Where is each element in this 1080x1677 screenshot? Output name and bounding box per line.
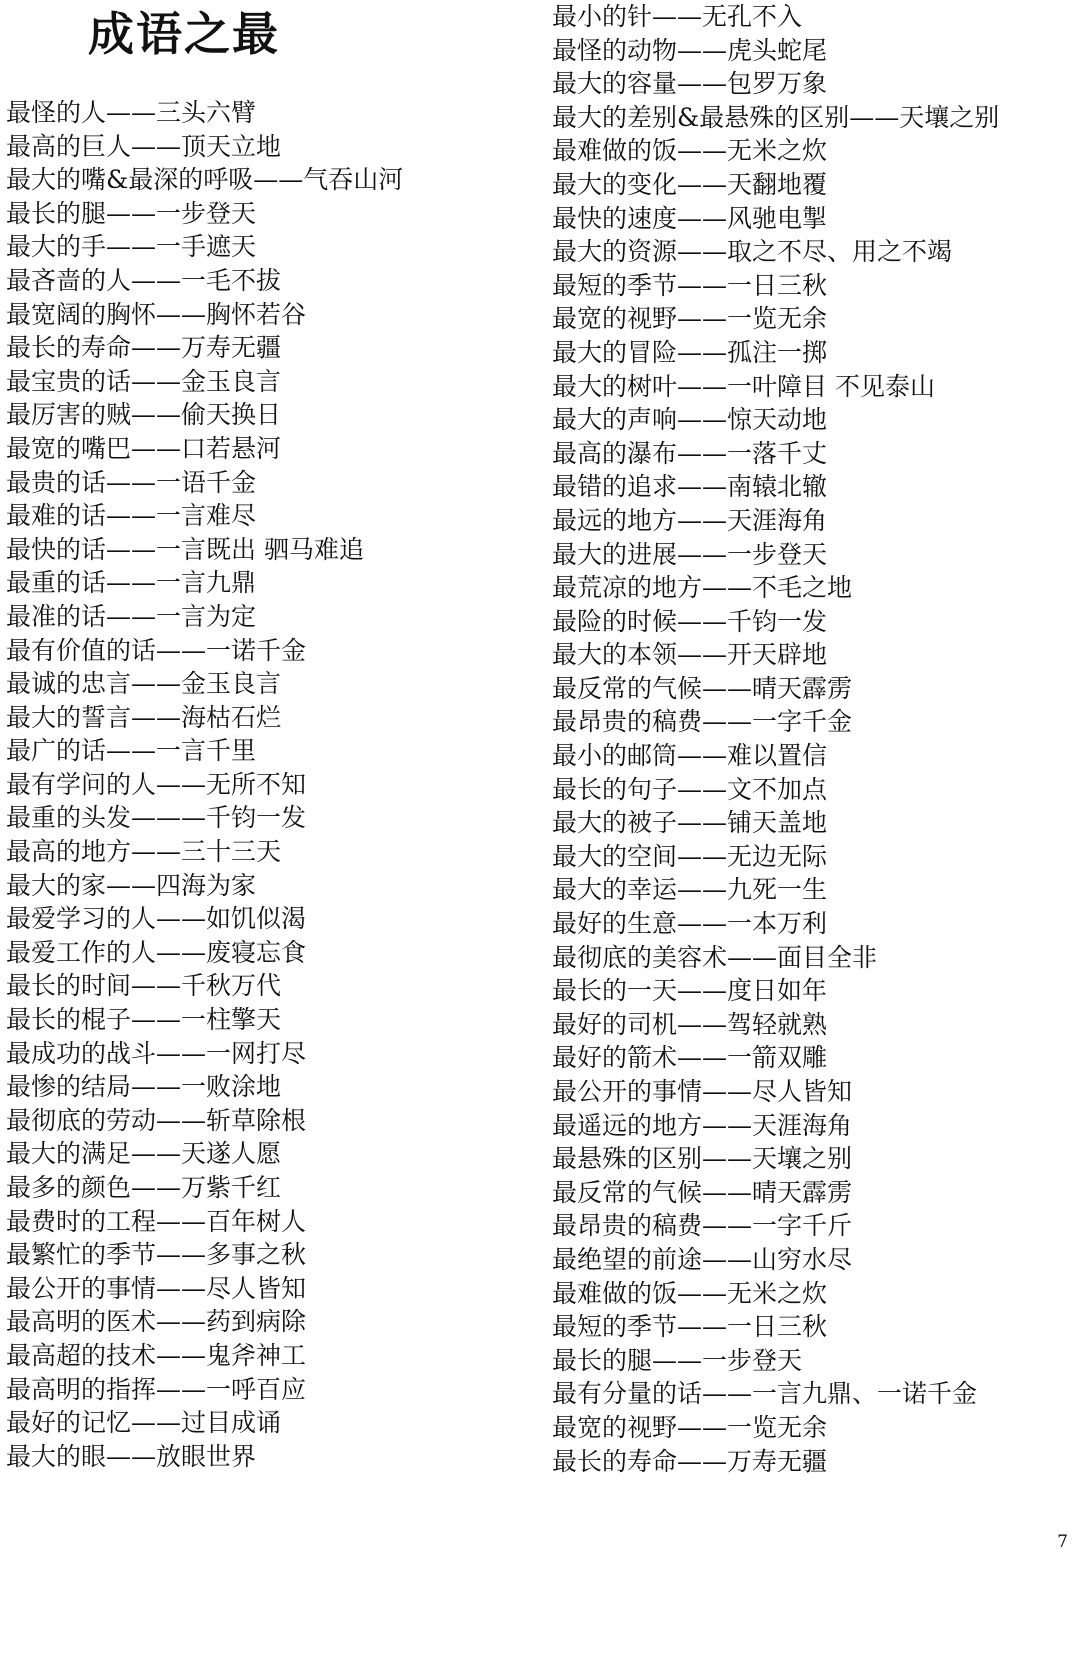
page-number: 7 — [1057, 1532, 1068, 1552]
idiom-entry: 最大的空间——无边无际 — [552, 841, 828, 871]
idiom-entry: 最广的话——一言千里 — [6, 736, 257, 766]
idiom-entry: 最长的寿命——万寿无疆 — [6, 333, 282, 363]
idiom-entry: 最大的幸运——九死一生 — [552, 875, 828, 905]
idiom-entry: 最彻底的劳动——斩草除根 — [6, 1105, 307, 1135]
idiom-entry: 最高明的医术——药到病除 — [6, 1307, 307, 1337]
idiom-entry: 最高的地方——三十三天 — [6, 837, 282, 867]
idiom-entry: 最大的满足——天遂人愿 — [6, 1139, 282, 1169]
idiom-entry: 最大的声响——惊天动地 — [552, 405, 828, 435]
idiom-entry: 最小的针——无孔不入 — [552, 2, 803, 31]
idiom-entry: 最重的话——一言九鼎 — [6, 568, 257, 598]
idiom-entry: 最大的眼——放眼世界 — [6, 1441, 257, 1471]
idiom-entry: 最荒凉的地方——不毛之地 — [552, 573, 853, 603]
idiom-entry: 最远的地方——天涯海角 — [552, 505, 828, 535]
idiom-entry: 最快的速度——风驰电掣 — [552, 203, 828, 233]
idiom-entry: 最爱学习的人——如饥似渴 — [6, 904, 307, 934]
idiom-list-left — [6, 96, 403, 1473]
idiom-entry: 最大的被子——铺天盖地 — [552, 808, 828, 838]
idiom-entry: 最多的颜色——万紫千红 — [6, 1173, 282, 1202]
idiom-entry: 最绝望的前途——山穷水尽 — [552, 1244, 853, 1274]
idiom-entry: 最宝贵的话——金玉良言 — [6, 366, 282, 396]
idiom-entry: 最难的话——一言难尽 — [6, 501, 257, 531]
idiom-entry: 最好的记忆——过目成诵 — [6, 1408, 282, 1438]
idiom-entry: 最大的誓言——海枯石烂 — [6, 702, 282, 732]
idiom-entry: 最公开的事情——尽人皆知 — [6, 1273, 307, 1303]
idiom-entry: 最大的容量——包罗万象 — [552, 69, 828, 99]
idiom-entry: 最怪的动物——虎头蛇尾 — [552, 35, 828, 65]
idiom-entry: 最高超的技术——鬼斧神工 — [6, 1340, 307, 1370]
idiom-entry: 最贵的话——一语千金 — [6, 467, 257, 497]
idiom-entry: 最高的瀑布——一落千丈 — [552, 438, 828, 468]
idiom-entry: 最小的邮筒——难以置信 — [552, 741, 828, 771]
idiom-entry: 最高明的指挥——一呼百应 — [6, 1374, 307, 1404]
idiom-entry: 最短的季节——一日三秋 — [552, 1312, 828, 1342]
idiom-entry: 最宽的嘴巴——口若悬河 — [6, 433, 282, 463]
idiom-entry: 最反常的气候——晴天霹雳 — [552, 1177, 853, 1207]
idiom-entry: 最大的变化——天翻地覆 — [552, 169, 828, 199]
idiom-entry: 最难做的饭——无米之炊 — [552, 136, 828, 166]
idiom-entry: 最昂贵的稿费——一字千金 — [552, 707, 853, 737]
idiom-entry: 最长的腿——一步登天 — [6, 198, 257, 228]
idiom-entry: 最大的嘴&最深的呼吸——气吞山河 — [6, 165, 404, 195]
idiom-entry: 最宽的视野——一览无余 — [552, 304, 828, 334]
idiom-entry: 最大的本领——开天辟地 — [552, 640, 828, 670]
idiom-entry: 最大的资源——取之不尽、用之不竭 — [552, 237, 953, 267]
idiom-entry: 最彻底的美容术——面目全非 — [552, 942, 878, 972]
idiom-entry: 最宽阔的胸怀——胸怀若谷 — [6, 299, 307, 329]
idiom-entry: 最险的时候——千钧一发 — [552, 606, 828, 636]
idiom-entry: 最遥远的地方——天涯海角 — [552, 1110, 853, 1140]
idiom-entry: 最长的句子——文不加点 — [552, 774, 828, 804]
idiom-entry: 最成功的战斗——一网打尽 — [6, 1038, 307, 1068]
idiom-entry: 最惨的结局——一败涂地 — [6, 1072, 282, 1102]
idiom-list-right — [552, 0, 999, 1478]
idiom-entry: 最长的寿命——万寿无疆 — [552, 1446, 828, 1476]
idiom-entry: 最吝啬的人——一毛不拔 — [6, 265, 282, 295]
idiom-entry: 最高的巨人——顶天立地 — [6, 131, 282, 161]
idiom-entry: 最有分量的话——一言九鼎、一诺千金 — [552, 1379, 978, 1409]
idiom-entry: 最有学问的人——无所不知 — [6, 769, 307, 799]
idiom-entry: 最难做的饭——无米之炊 — [552, 1278, 828, 1308]
idiom-entry: 最短的季节——一日三秋 — [552, 270, 828, 300]
idiom-entry: 最大的家——四海为家 — [6, 870, 257, 900]
idiom-entry: 最大的差别&最悬殊的区别——天壤之别 — [552, 102, 1000, 132]
idiom-entry: 最长的时间——千秋万代 — [6, 971, 282, 1001]
idiom-entry: 最大的冒险——孤注一掷 — [552, 337, 828, 367]
idiom-entry: 最大的进展——一步登天 — [552, 539, 828, 569]
idiom-entry: 最好的司机——驾轻就熟 — [552, 1009, 828, 1039]
idiom-entry: 最长的棍子——一柱擎天 — [6, 1005, 282, 1035]
idiom-entry: 最悬殊的区别——天壤之别 — [552, 1144, 853, 1174]
idiom-entry: 最大的手——一手遮天 — [6, 232, 257, 262]
idiom-entry: 最繁忙的季节——多事之秋 — [6, 1240, 307, 1270]
idiom-entry: 最好的箭术——一箭双雕 — [552, 1043, 828, 1073]
idiom-entry: 最长的一天——度日如年 — [552, 976, 828, 1006]
idiom-entry: 最爱工作的人——废寝忘食 — [6, 937, 307, 967]
idiom-entry: 最大的树叶——一叶障目 不见泰山 — [552, 371, 935, 401]
idiom-entry: 最长的腿——一步登天 — [552, 1345, 803, 1375]
idiom-entry: 最快的话——一言既出 驷马难追 — [6, 534, 364, 564]
idiom-entry: 最准的话——一言为定 — [6, 601, 257, 631]
idiom-entry: 最错的追求——南辕北辙 — [552, 472, 828, 502]
idiom-entry: 最重的头发———千钧一发 — [6, 803, 307, 833]
idiom-entry: 最费时的工程——百年树人 — [6, 1206, 307, 1236]
page-title: 成语之最 — [88, 7, 280, 61]
idiom-entry: 最有价值的话——一诺千金 — [6, 635, 307, 665]
idiom-entry: 最反常的气候——晴天霹雳 — [552, 673, 853, 703]
idiom-entry: 最厉害的贼——偷天换日 — [6, 400, 282, 430]
idiom-entry: 最怪的人——三头六臂 — [6, 98, 257, 127]
idiom-entry: 最公开的事情——尽人皆知 — [552, 1077, 853, 1106]
idiom-entry: 最宽的视野——一览无余 — [552, 1412, 828, 1442]
idiom-entry: 最昂贵的稿费——一字千斤 — [552, 1211, 853, 1241]
idiom-entry: 最好的生意——一本万利 — [552, 909, 828, 939]
idiom-entry: 最诚的忠言——金玉良言 — [6, 669, 282, 699]
